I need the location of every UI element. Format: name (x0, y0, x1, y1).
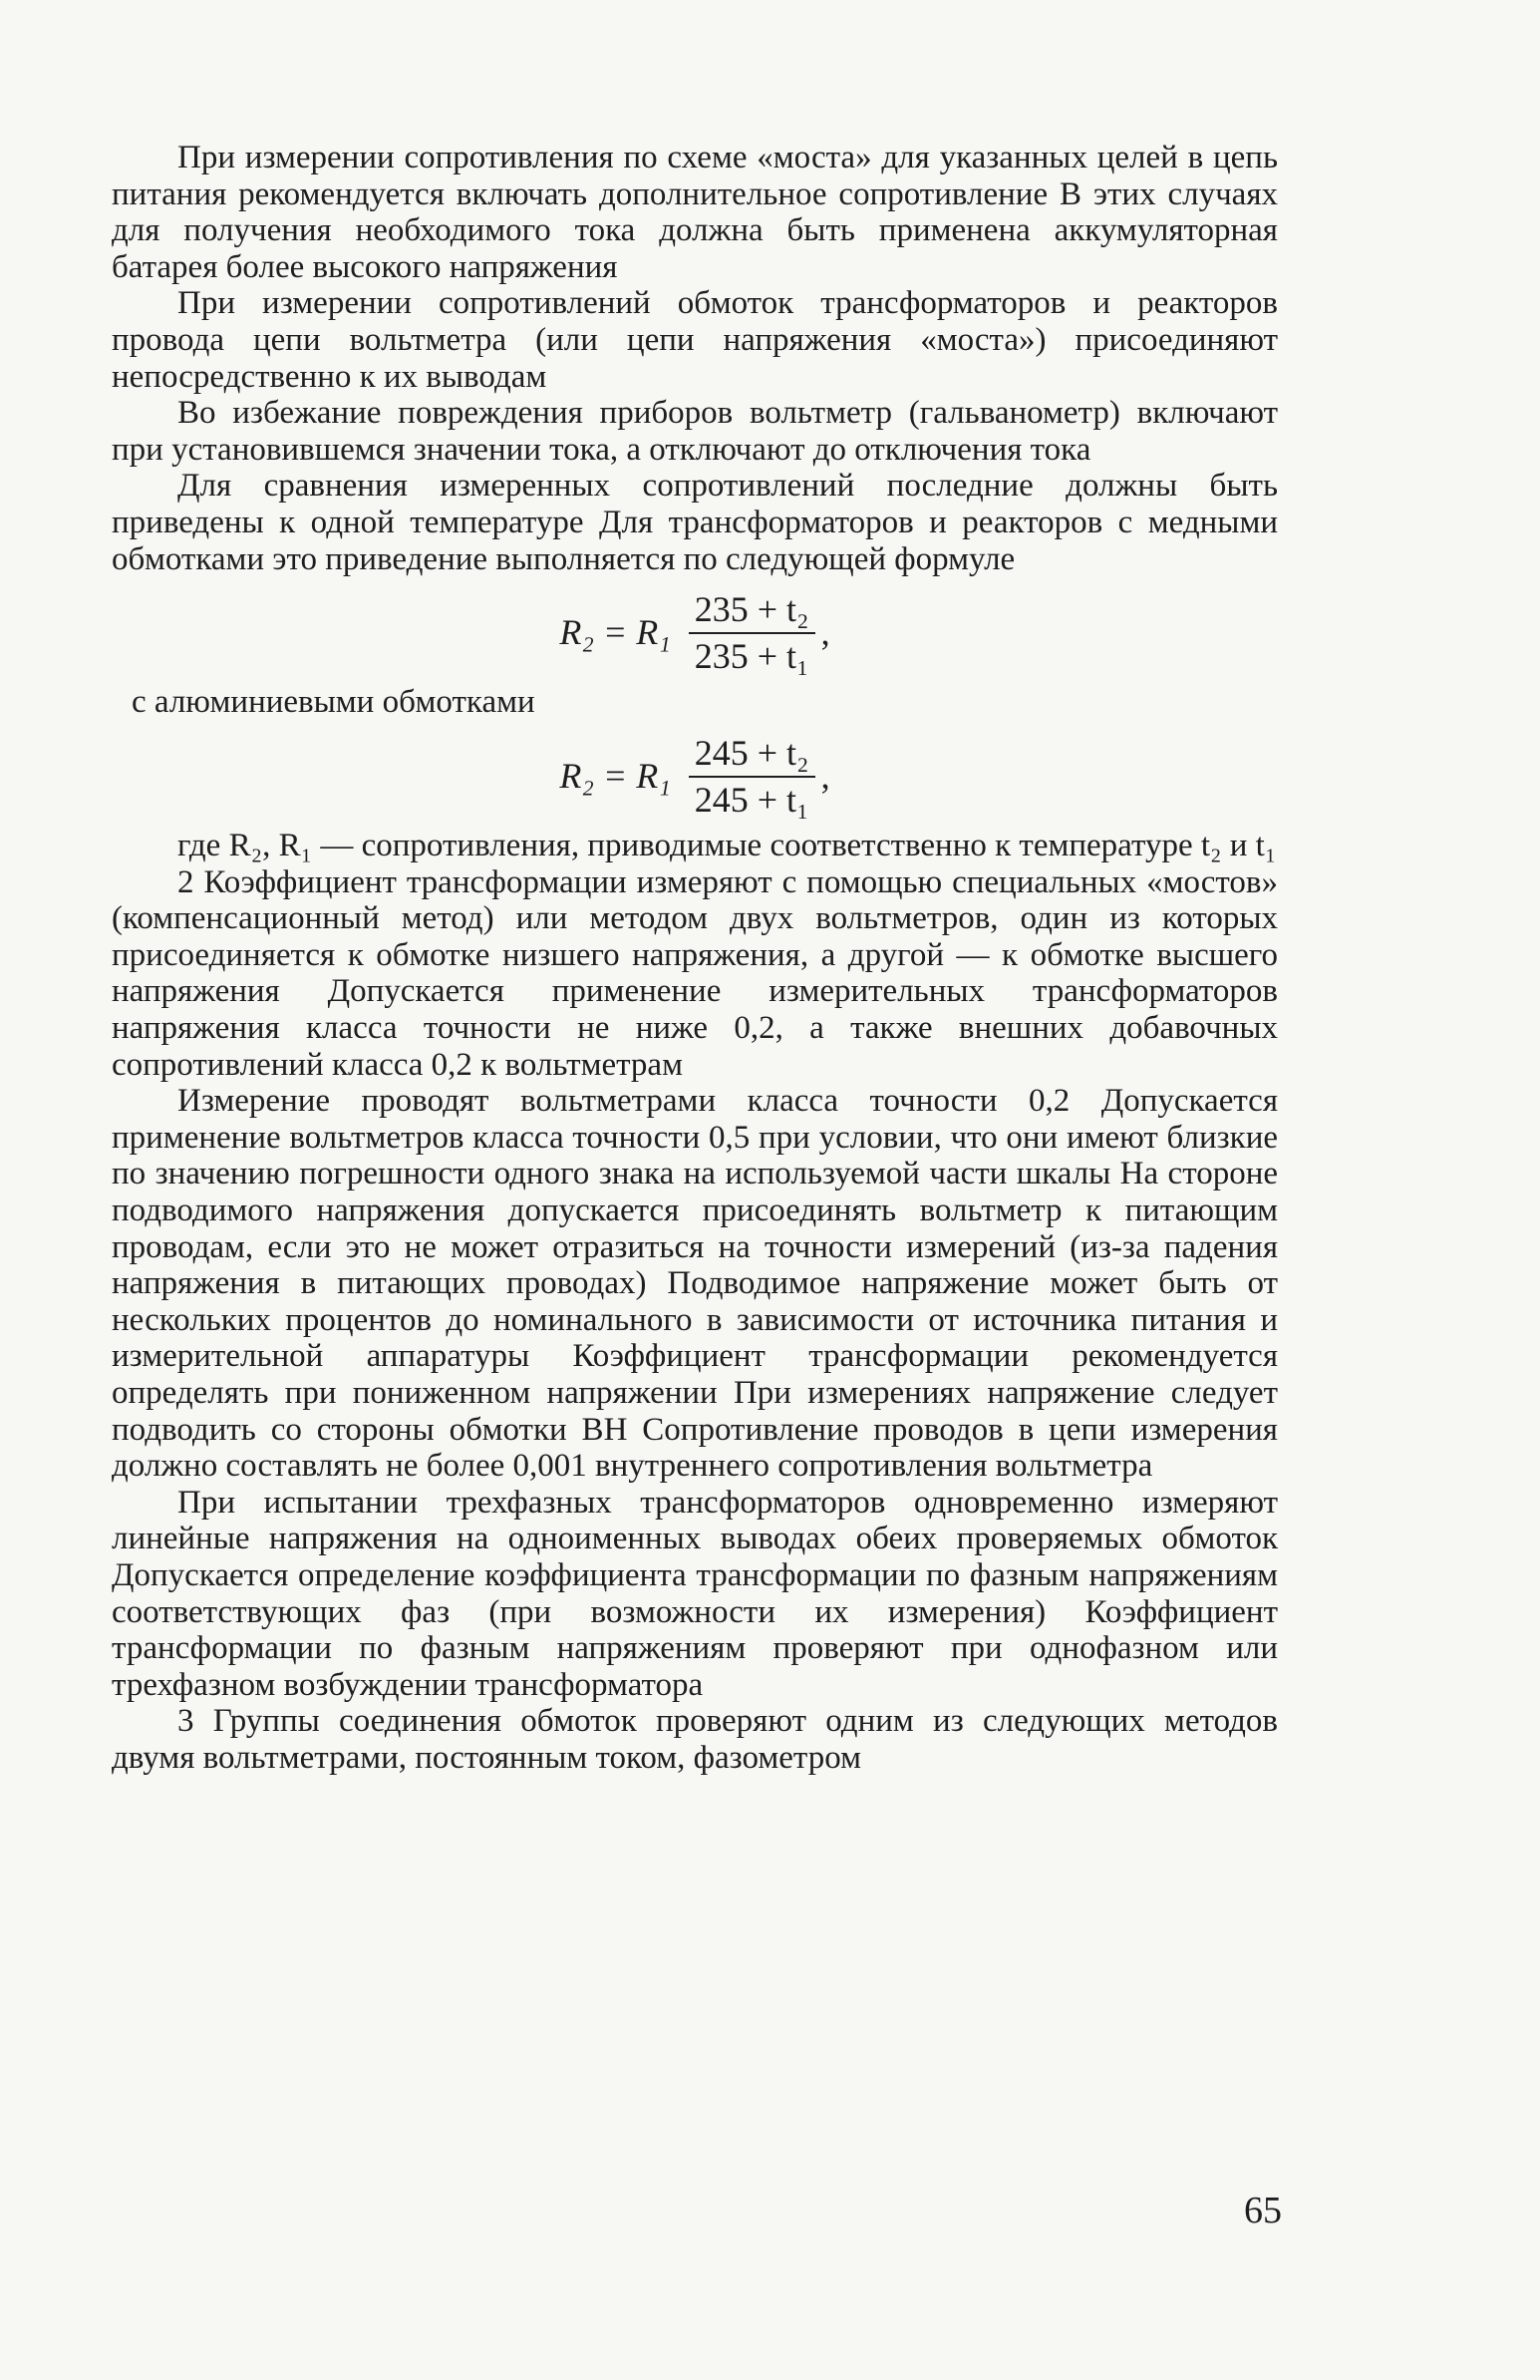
paragraph: 2 Коэффициент трансформации измеряют с помощью специальных «мостов» (компенсационный метод) или методом двух вольтметров, один из которых присоединяется к обмотке низшего напряжения, а другой — к обмотке высшего напряжения Допускается применение измерительных трансформаторов напряжения класса точности не ниже 0,2, а также внешних добавочных сопротивлений класса 0,2 к вольтметрам (112, 863, 1278, 1083)
formula-tail: , (820, 612, 830, 653)
fraction-numerator: 245 + t₂ (689, 735, 815, 778)
fraction-numerator: 235 + t₂ (689, 591, 815, 634)
paragraph: При измерении сопротивлений обмоток трансформаторов и реакторов провода цепи вольтметра (или цепи напряжения «моста») присоединяют непосредственно к их выводам (112, 285, 1278, 395)
formula-aluminium (112, 732, 1278, 820)
aluminium-label: с алюминиевыми обмотками (132, 684, 535, 721)
paragraph: При испытании трехфазных трансформаторов одновременно измеряют линейные напряжения на одноименных выводах обеих проверяемых обмоток Допускается определение коэффициента трансформации по фазным напряжениям соответствующих фаз (при возможности их измерения) Коэффициент трансформации по фазным напряжениям проверяют при однофазном или трехфазном возбуждении трансформатора (112, 1484, 1278, 1703)
body-text (112, 140, 1278, 1777)
paragraph: При измерении сопротивления по схеме «моста» для указанных целей в цепь питания рекомендуется включать дополнительное сопротивление В этих случаях для получения необходимого тока должна быть применена аккумуляторная батарея более высокого напряжения (112, 140, 1278, 285)
paragraph: Во избежание повреждения приборов вольтметр (гальванометр) включают при установившемся значении тока, а отключают до отключения тока (112, 395, 1278, 468)
paragraph: Для сравнения измеренных сопротивлений последние должны быть приведены к одной температуре Для трансформаторов и реакторов с медными обмотками это приведение выполняется по следующей формуле (112, 468, 1278, 577)
where-explanation: где R₂, R₁ — сопротивления, приводимые соответственно к температуре t₂ и t₁ (177, 828, 1277, 864)
paragraph: 3 Группы соединения обмоток проверяют одним из следующих методов двумя вольтметрами, постоянным током, фазометром (112, 1703, 1278, 1776)
page-number: 65 (1244, 2190, 1282, 2231)
fraction (689, 591, 815, 674)
formula-tail: , (820, 756, 830, 797)
formula-lhs: R₂ = R₁ (559, 612, 671, 653)
formula-copper (112, 591, 1278, 674)
fraction (689, 732, 815, 820)
formula-lhs: R₂ = R₁ (559, 756, 671, 797)
fraction-denominator: 245 + t₁ (694, 779, 809, 820)
paragraph: Измерение проводят вольтметрами класса точности 0,2 Допускается применение вольтметров класса точности 0,5 при условии, что они имеют близкие по значению погрешности одного знака на используемой части шкалы На стороне подводимого напряжения допускается присоединять вольтметр к питающим проводам, если это не может отразиться на точности измерений (из-за падения напряжения в питающих проводах) Подводимое напряжение может быть от нескольких процентов до номинального в зависимости от источника питания и измерительной аппаратуры Коэффициент трансформации рекомендуется определять при пониженном напряжении При измерениях напряжение следует подводить со стороны обмотки ВН Сопротивление проводов в цепи измерения должно составлять не более 0,001 внутреннего сопротивления вольтметра (112, 1083, 1278, 1485)
fraction-denominator: 235 + t₁ (694, 635, 809, 676)
